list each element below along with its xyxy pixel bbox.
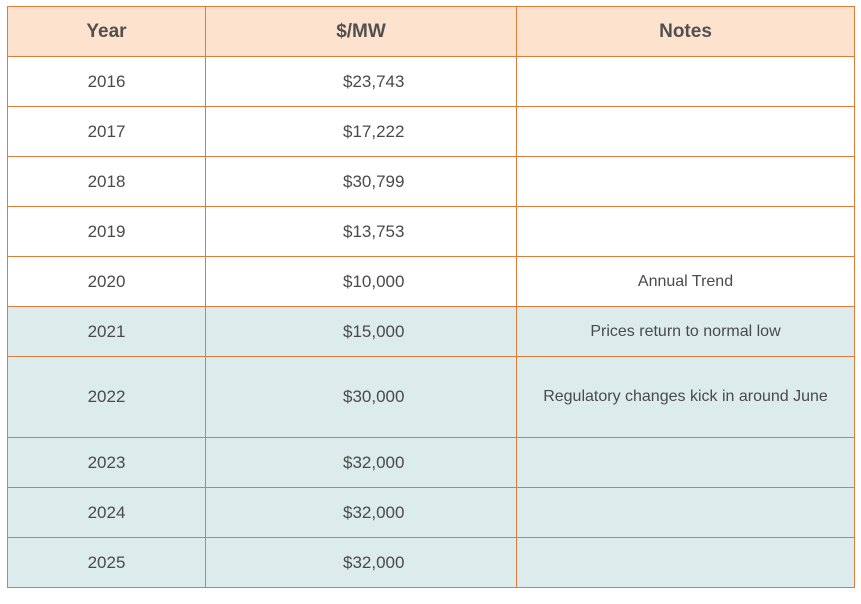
year-cell: 2016: [8, 57, 206, 107]
table-row: [8, 357, 855, 438]
table-row: [8, 107, 855, 157]
price-column-header: $/MW: [206, 7, 517, 57]
price-cell: $23,743: [206, 57, 517, 107]
table-row: [8, 157, 855, 207]
notes-cell: [517, 207, 855, 257]
notes-cell: [517, 107, 855, 157]
notes-cell: [517, 438, 855, 488]
price-cell: $30,799: [206, 157, 517, 207]
year-cell: 2021: [8, 307, 206, 357]
price-cell: $15,000: [206, 307, 517, 357]
table-row: [8, 438, 855, 488]
table-row: [8, 488, 855, 538]
year-cell: 2020: [8, 257, 206, 307]
year-cell: 2022: [8, 357, 206, 438]
price-cell: $32,000: [206, 438, 517, 488]
notes-cell: [517, 57, 855, 107]
notes-cell: [517, 157, 855, 207]
year-column-header: Year: [8, 7, 206, 57]
notes-cell: Annual Trend: [517, 257, 855, 307]
price-cell: $10,000: [206, 257, 517, 307]
price-cell: $32,000: [206, 538, 517, 588]
price-cell: $30,000: [206, 357, 517, 438]
year-cell: 2018: [8, 157, 206, 207]
year-cell: 2024: [8, 488, 206, 538]
year-cell: 2019: [8, 207, 206, 257]
notes-cell: Prices return to normal low: [517, 307, 855, 357]
table-row: [8, 257, 855, 307]
price-cell: $13,753: [206, 207, 517, 257]
year-cell: 2025: [8, 538, 206, 588]
year-cell: 2017: [8, 107, 206, 157]
table-row: [8, 207, 855, 257]
price-table: [7, 6, 855, 588]
notes-column-header: Notes: [517, 7, 855, 57]
table-row: [8, 538, 855, 588]
price-cell: $17,222: [206, 107, 517, 157]
notes-cell: [517, 488, 855, 538]
price-cell: $32,000: [206, 488, 517, 538]
table-row: [8, 307, 855, 357]
notes-cell: [517, 538, 855, 588]
year-cell: 2023: [8, 438, 206, 488]
notes-cell: Regulatory changes kick in around June: [517, 357, 855, 438]
header-row: [8, 7, 855, 57]
table-row: [8, 57, 855, 107]
